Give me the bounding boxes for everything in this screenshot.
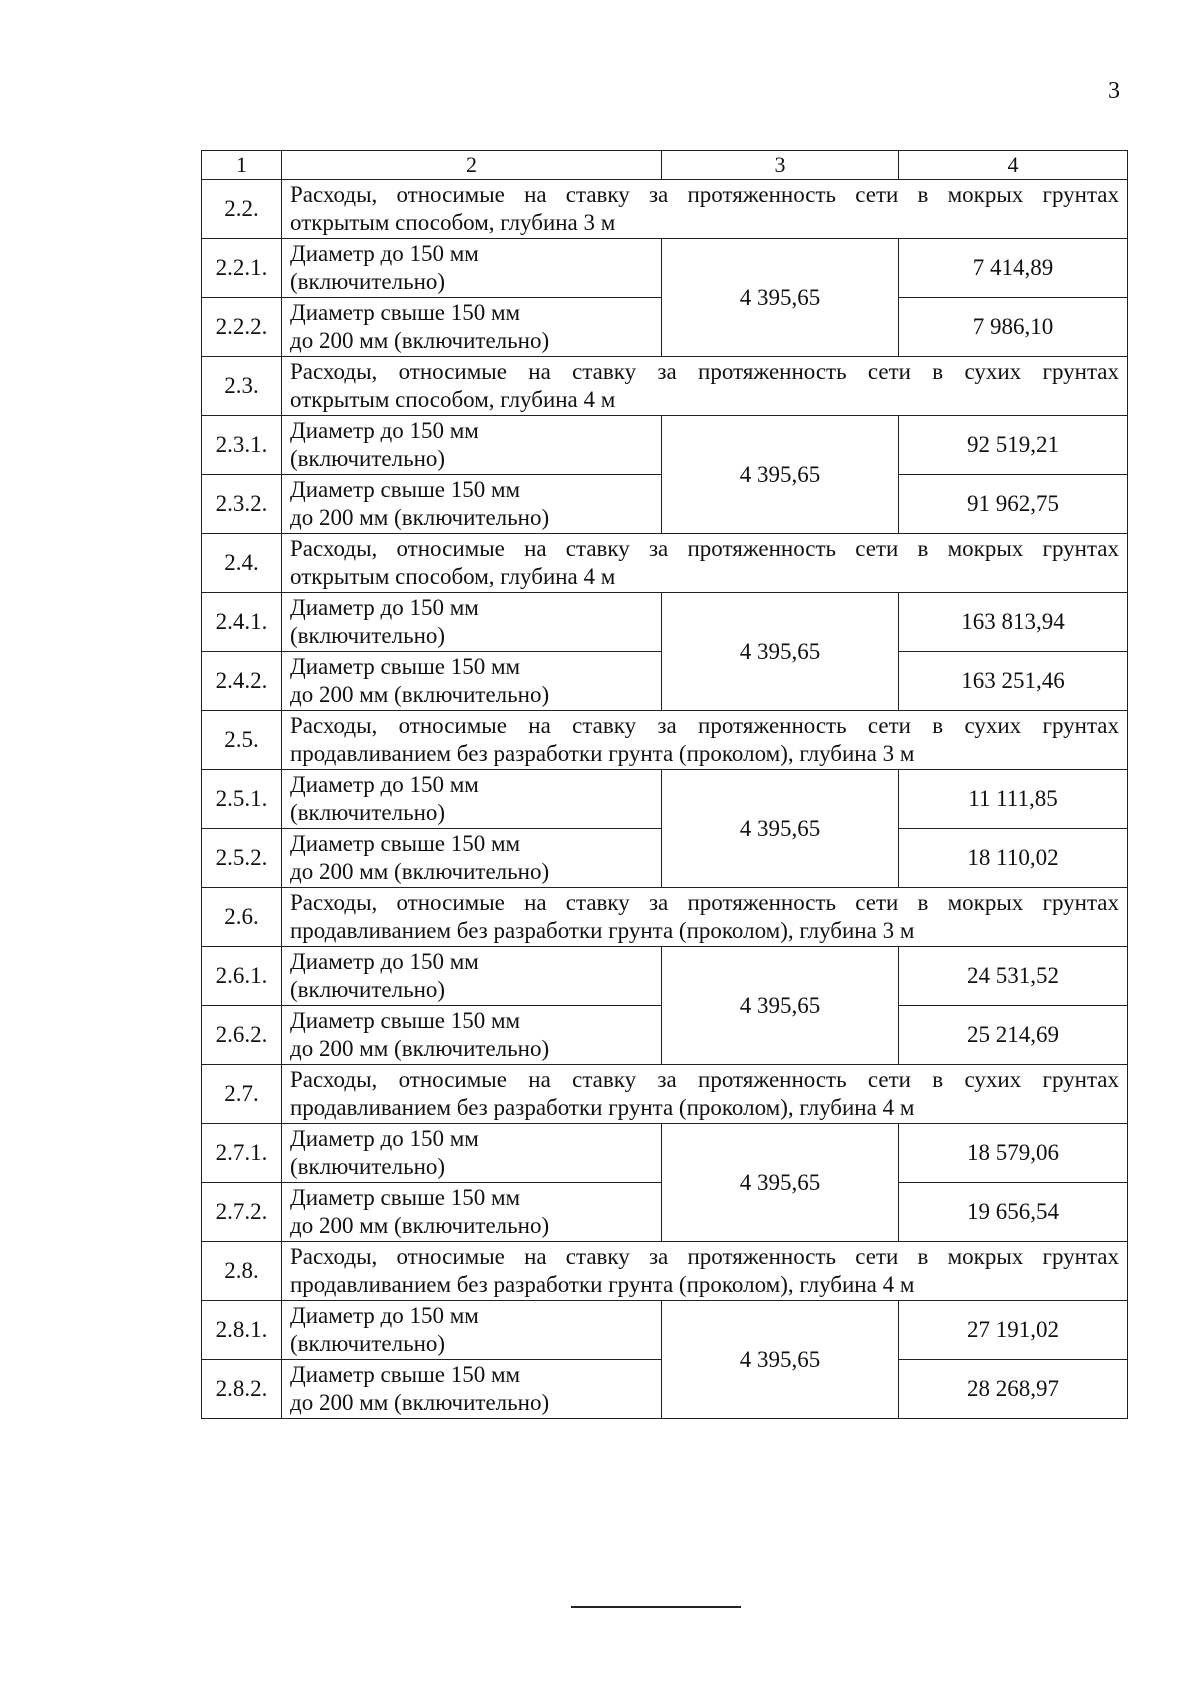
- table-row: [202, 770, 1128, 829]
- row-label-line: (включительно): [290, 1331, 446, 1356]
- row-label: [282, 593, 662, 652]
- row-label-line: до 200 мм (включительно): [290, 328, 550, 353]
- cost-value: 7 986,10: [899, 298, 1128, 357]
- row-label-line: Диаметр до 150 мм: [290, 1303, 479, 1328]
- row-label-line: (включительно): [290, 446, 446, 471]
- section-description-line: открытым способом, глубина 3 м: [290, 210, 616, 235]
- section-row: [202, 180, 1128, 239]
- table-row: [202, 947, 1128, 1006]
- row-label-line: (включительно): [290, 269, 446, 294]
- row-label: [282, 947, 662, 1006]
- row-number: 2.6.1.: [202, 947, 282, 1006]
- section-description: [282, 357, 1128, 416]
- row-label: [282, 1183, 662, 1242]
- row-label-line: (включительно): [290, 623, 446, 648]
- row-label: [282, 239, 662, 298]
- section-number: 2.2.: [202, 180, 282, 239]
- row-label-line: до 200 мм (включительно): [290, 1036, 550, 1061]
- row-label-line: Диаметр до 150 мм: [290, 949, 479, 974]
- row-number: 2.5.2.: [202, 829, 282, 888]
- table-row: [202, 239, 1128, 298]
- row-label: [282, 652, 662, 711]
- row-label-line: (включительно): [290, 1154, 446, 1179]
- section-number: 2.8.: [202, 1242, 282, 1301]
- section-row: [202, 534, 1128, 593]
- section-description: [282, 888, 1128, 947]
- rate-value: 4 395,65: [662, 947, 899, 1065]
- cost-value: 27 191,02: [899, 1301, 1128, 1360]
- table-row: [202, 416, 1128, 475]
- rate-value: 4 395,65: [662, 593, 899, 711]
- section-description-line: продавливанием без разработки грунта (проколом), глубина 3 м: [290, 918, 915, 943]
- row-label: [282, 298, 662, 357]
- section-number: 2.3.: [202, 357, 282, 416]
- section-description-line: открытым способом, глубина 4 м: [290, 564, 616, 589]
- table-row: [202, 1124, 1128, 1183]
- row-number: 2.2.2.: [202, 298, 282, 357]
- row-label: [282, 1301, 662, 1360]
- cost-value: 163 813,94: [899, 593, 1128, 652]
- row-label: [282, 1124, 662, 1183]
- section-description-line: Расходы, относимые на ставку за протяженность сети в мокрых грунтах: [290, 182, 1119, 207]
- section-description-line: открытым способом, глубина 4 м: [290, 387, 616, 412]
- row-number: 2.3.1.: [202, 416, 282, 475]
- row-label-line: до 200 мм (включительно): [290, 682, 550, 707]
- row-number: 2.2.1.: [202, 239, 282, 298]
- cost-value: 92 519,21: [899, 416, 1128, 475]
- row-label: [282, 475, 662, 534]
- row-number: 2.6.2.: [202, 1006, 282, 1065]
- column-header: 3: [662, 151, 899, 180]
- row-label: [282, 770, 662, 829]
- row-number: 2.3.2.: [202, 475, 282, 534]
- row-label-line: (включительно): [290, 977, 446, 1002]
- row-label-line: Диаметр до 150 мм: [290, 772, 479, 797]
- row-label-line: Диаметр свыше 150 мм: [290, 831, 521, 856]
- section-number: 2.6.: [202, 888, 282, 947]
- table-row: [202, 1301, 1128, 1360]
- row-label: [282, 416, 662, 475]
- row-label-line: Диаметр свыше 150 мм: [290, 477, 521, 502]
- row-label-line: Диаметр до 150 мм: [290, 1126, 479, 1151]
- section-description: [282, 180, 1128, 239]
- cost-value: 18 579,06: [899, 1124, 1128, 1183]
- section-description: [282, 711, 1128, 770]
- section-description-line: продавливанием без разработки грунта (проколом), глубина 4 м: [290, 1272, 915, 1297]
- section-description-line: продавливанием без разработки грунта (проколом), глубина 4 м: [290, 1095, 915, 1120]
- rate-value: 4 395,65: [662, 416, 899, 534]
- section-row: [202, 1065, 1128, 1124]
- row-number: 2.8.2.: [202, 1360, 282, 1419]
- table-header-row: [202, 151, 1128, 180]
- column-header: 1: [202, 151, 282, 180]
- row-label-line: до 200 мм (включительно): [290, 505, 550, 530]
- row-label-line: Диаметр свыше 150 мм: [290, 1185, 521, 1210]
- section-row: [202, 711, 1128, 770]
- section-row: [202, 357, 1128, 416]
- row-label-line: Диаметр свыше 150 мм: [290, 1008, 521, 1033]
- rate-value: 4 395,65: [662, 770, 899, 888]
- cost-value: 19 656,54: [899, 1183, 1128, 1242]
- section-row: [202, 1242, 1128, 1301]
- section-number: 2.7.: [202, 1065, 282, 1124]
- section-description: [282, 1242, 1128, 1301]
- row-label: [282, 1006, 662, 1065]
- cost-value: 24 531,52: [899, 947, 1128, 1006]
- section-number: 2.4.: [202, 534, 282, 593]
- rate-value: 4 395,65: [662, 1301, 899, 1419]
- row-label-line: Диаметр свыше 150 мм: [290, 654, 521, 679]
- column-header: 4: [899, 151, 1128, 180]
- section-description-line: Расходы, относимые на ставку за протяженность сети в сухих грунтах: [290, 713, 1119, 738]
- cost-value: 25 214,69: [899, 1006, 1128, 1065]
- cost-value: 7 414,89: [899, 239, 1128, 298]
- section-description-line: Расходы, относимые на ставку за протяженность сети в мокрых грунтах: [290, 1244, 1119, 1269]
- row-number: 2.4.2.: [202, 652, 282, 711]
- section-description: [282, 534, 1128, 593]
- row-number: 2.4.1.: [202, 593, 282, 652]
- column-header: 2: [282, 151, 662, 180]
- section-description-line: Расходы, относимые на ставку за протяженность сети в сухих грунтах: [290, 1067, 1119, 1092]
- section-description-line: Расходы, относимые на ставку за протяженность сети в мокрых грунтах: [290, 890, 1119, 915]
- footer-rule: [571, 1606, 741, 1608]
- row-label-line: Диаметр свыше 150 мм: [290, 1362, 521, 1387]
- table-row: [202, 593, 1128, 652]
- section-description-line: Расходы, относимые на ставку за протяженность сети в мокрых грунтах: [290, 536, 1119, 561]
- row-number: 2.8.1.: [202, 1301, 282, 1360]
- cost-value: 91 962,75: [899, 475, 1128, 534]
- cost-value: 11 111,85: [899, 770, 1128, 829]
- row-number: 2.5.1.: [202, 770, 282, 829]
- row-label-line: до 200 мм (включительно): [290, 859, 550, 884]
- page-number: 3: [1108, 78, 1120, 104]
- rate-value: 4 395,65: [662, 1124, 899, 1242]
- row-label-line: Диаметр до 150 мм: [290, 595, 479, 620]
- section-description-line: Расходы, относимые на ставку за протяженность сети в сухих грунтах: [290, 359, 1119, 384]
- row-label-line: Диаметр до 150 мм: [290, 418, 479, 443]
- section-description: [282, 1065, 1128, 1124]
- row-number: 2.7.2.: [202, 1183, 282, 1242]
- tariff-table: [201, 150, 1128, 1419]
- section-number: 2.5.: [202, 711, 282, 770]
- row-label-line: Диаметр до 150 мм: [290, 241, 479, 266]
- cost-value: 163 251,46: [899, 652, 1128, 711]
- rate-value: 4 395,65: [662, 239, 899, 357]
- section-row: [202, 888, 1128, 947]
- row-label-line: до 200 мм (включительно): [290, 1213, 550, 1238]
- row-label: [282, 1360, 662, 1419]
- row-label-line: до 200 мм (включительно): [290, 1390, 550, 1415]
- row-label-line: (включительно): [290, 800, 446, 825]
- cost-value: 18 110,02: [899, 829, 1128, 888]
- row-label-line: Диаметр свыше 150 мм: [290, 300, 521, 325]
- cost-value: 28 268,97: [899, 1360, 1128, 1419]
- row-label: [282, 829, 662, 888]
- row-number: 2.7.1.: [202, 1124, 282, 1183]
- section-description-line: продавливанием без разработки грунта (проколом), глубина 3 м: [290, 741, 915, 766]
